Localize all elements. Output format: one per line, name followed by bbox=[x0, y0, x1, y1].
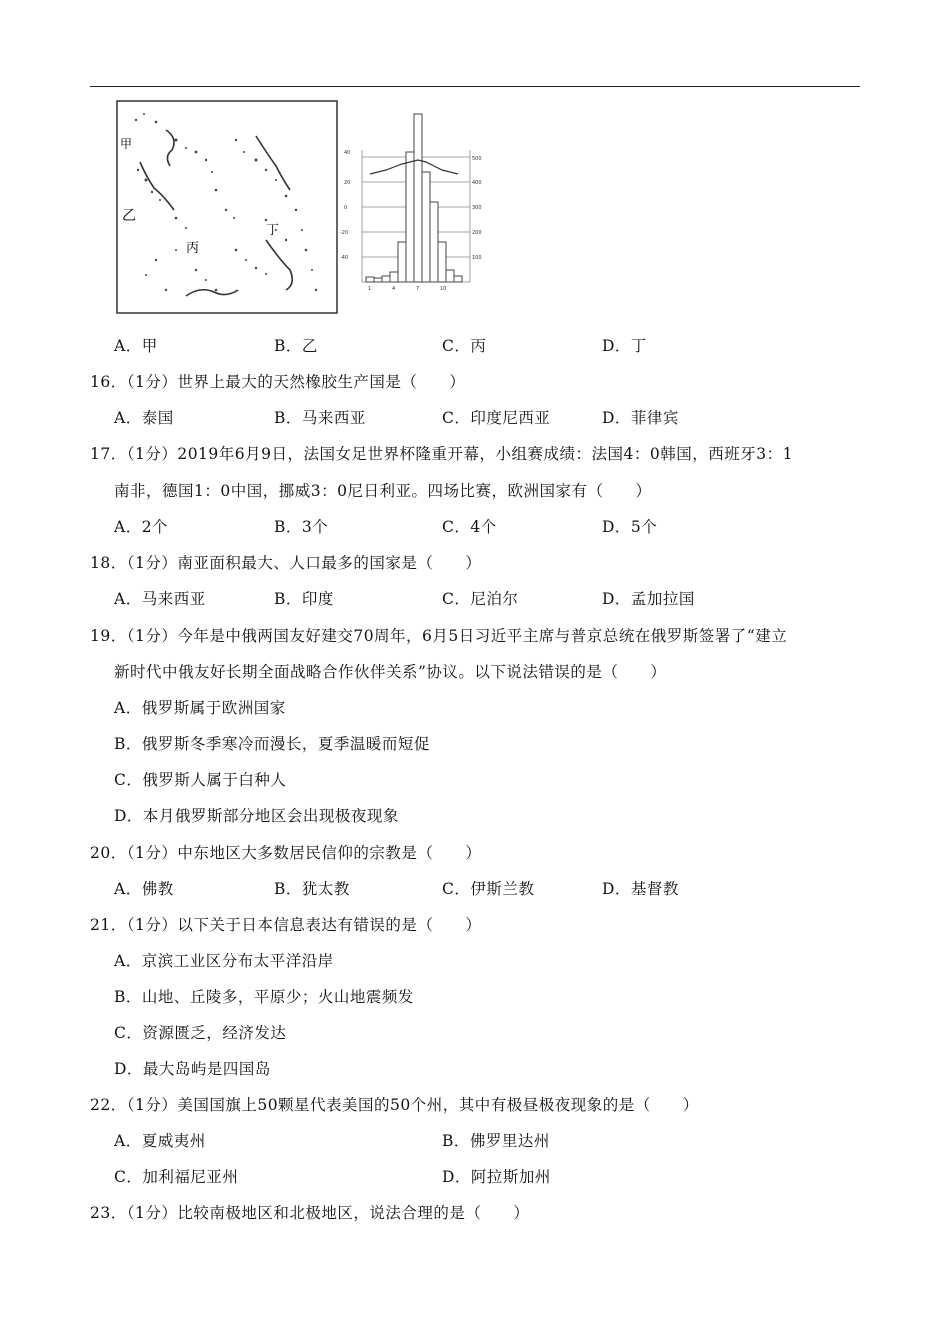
q17-option-d[interactable]: D．5个 bbox=[602, 518, 658, 536]
q18-option-d[interactable]: D．孟加拉国 bbox=[602, 590, 695, 608]
q18-option-c[interactable]: C．尼泊尔 bbox=[442, 590, 519, 608]
q20-option-d[interactable]: D．基督教 bbox=[602, 880, 679, 898]
q21-option-c[interactable]: C．资源匮乏，经济发达 bbox=[114, 1024, 287, 1042]
svg-text:-20: -20 bbox=[340, 230, 349, 236]
svg-text:200: 200 bbox=[472, 230, 482, 236]
map-label-yi: 乙 bbox=[122, 208, 136, 224]
q17-option-c[interactable]: C．4个 bbox=[442, 518, 497, 536]
q19-stem-line2: 新时代中俄友好长期全面战略合作伙伴关系”协议。以下说法错误的是（ ） bbox=[114, 663, 667, 681]
q21-option-b[interactable]: B．山地、丘陵多，平原少；火山地震频发 bbox=[114, 988, 414, 1006]
q19-option-b[interactable]: B．俄罗斯冬季寒冷而漫长，夏季温暖而短促 bbox=[114, 735, 430, 753]
svg-text:7: 7 bbox=[416, 286, 420, 292]
q20-option-a[interactable]: A．佛教 bbox=[114, 880, 174, 898]
map-label-ding: 丁 bbox=[266, 223, 280, 238]
q16-option-a[interactable]: A．泰国 bbox=[114, 409, 174, 427]
q18-option-a[interactable]: A．马来西亚 bbox=[114, 590, 206, 608]
q15-option-a[interactable]: A．甲 bbox=[114, 337, 158, 355]
q17-stem-line1: 17．（1分）2019年6月9日，法国女足世界杯隆重开幕，小组赛成绩：法国4：0韩国，西班牙3：1 bbox=[90, 445, 793, 463]
q20-stem: 20．（1分）中东地区大多数居民信仰的宗教是（ ） bbox=[90, 844, 482, 862]
q15-option-b[interactable]: B．乙 bbox=[274, 337, 318, 355]
q22-option-c[interactable]: C．加利福尼亚州 bbox=[114, 1168, 239, 1186]
svg-text:40: 40 bbox=[344, 150, 351, 156]
svg-text:0: 0 bbox=[344, 205, 348, 211]
map-figure bbox=[116, 100, 338, 314]
q17-stem-line2: 南非，德国1：0中国，挪威3：0尼日利亚。四场比赛，欧洲国家有（ ） bbox=[114, 482, 652, 500]
svg-text:1: 1 bbox=[368, 286, 372, 292]
svg-text:100: 100 bbox=[472, 255, 482, 261]
q21-option-a[interactable]: A．京滨工业区分布太平洋沿岸 bbox=[114, 952, 334, 970]
q15-option-d[interactable]: D．丁 bbox=[602, 337, 647, 355]
svg-text:10: 10 bbox=[440, 286, 447, 292]
q15-option-c[interactable]: C．丙 bbox=[442, 337, 487, 355]
q16-option-b[interactable]: B．马来西亚 bbox=[274, 409, 366, 427]
svg-text:20: 20 bbox=[344, 180, 351, 186]
svg-text:-40: -40 bbox=[340, 255, 349, 261]
q21-option-d[interactable]: D．最大岛屿是四国岛 bbox=[114, 1060, 271, 1078]
q16-option-c[interactable]: C．印度尼西亚 bbox=[442, 409, 551, 427]
q22-option-d[interactable]: D．阿拉斯加州 bbox=[442, 1168, 551, 1186]
q21-stem: 21．（1分）以下关于日本信息表达有错误的是（ ） bbox=[90, 916, 482, 934]
map-label-bing: 丙 bbox=[186, 241, 200, 256]
q19-option-d[interactable]: D．本月俄罗斯部分地区会出现极夜现象 bbox=[114, 807, 399, 825]
climate-chart-figure bbox=[342, 112, 490, 302]
q20-option-b[interactable]: B．犹太教 bbox=[274, 880, 350, 898]
q16-option-d[interactable]: D．菲律宾 bbox=[602, 409, 679, 427]
q22-stem: 22．（1分）美国国旗上50颗星代表美国的50个州，其中有极昼极夜现象的是（ ） bbox=[90, 1096, 699, 1114]
q23-stem: 23．（1分）比较南极地区和北极地区，说法合理的是（ ） bbox=[90, 1204, 530, 1222]
map-label-jia: 甲 bbox=[120, 137, 133, 151]
q19-option-c[interactable]: C．俄罗斯人属于白种人 bbox=[114, 771, 287, 789]
q20-option-c[interactable]: C．伊斯兰教 bbox=[442, 880, 535, 898]
q17-option-b[interactable]: B．3个 bbox=[274, 518, 329, 536]
svg-text:400: 400 bbox=[472, 180, 482, 186]
svg-text:500: 500 bbox=[472, 156, 482, 162]
q19-stem-line1: 19．（1分）今年是中俄两国友好建交70周年，6月5日习近平主席与普京总统在俄罗斯签署了“建立 bbox=[90, 627, 788, 645]
header-rule bbox=[90, 86, 860, 87]
q17-option-a[interactable]: A．2个 bbox=[114, 518, 169, 536]
svg-text:4: 4 bbox=[392, 286, 396, 292]
q16-stem: 16．（1分）世界上最大的天然橡胶生产国是（ ） bbox=[90, 373, 466, 391]
q19-option-a[interactable]: A．俄罗斯属于欧洲国家 bbox=[114, 699, 286, 717]
q22-option-b[interactable]: B．佛罗里达州 bbox=[442, 1132, 550, 1150]
svg-text:300: 300 bbox=[472, 205, 482, 211]
q18-option-b[interactable]: B．印度 bbox=[274, 590, 334, 608]
q18-stem: 18．（1分）南亚面积最大、人口最多的国家是（ ） bbox=[90, 554, 482, 572]
q22-option-a[interactable]: A．夏威夷州 bbox=[114, 1132, 206, 1150]
